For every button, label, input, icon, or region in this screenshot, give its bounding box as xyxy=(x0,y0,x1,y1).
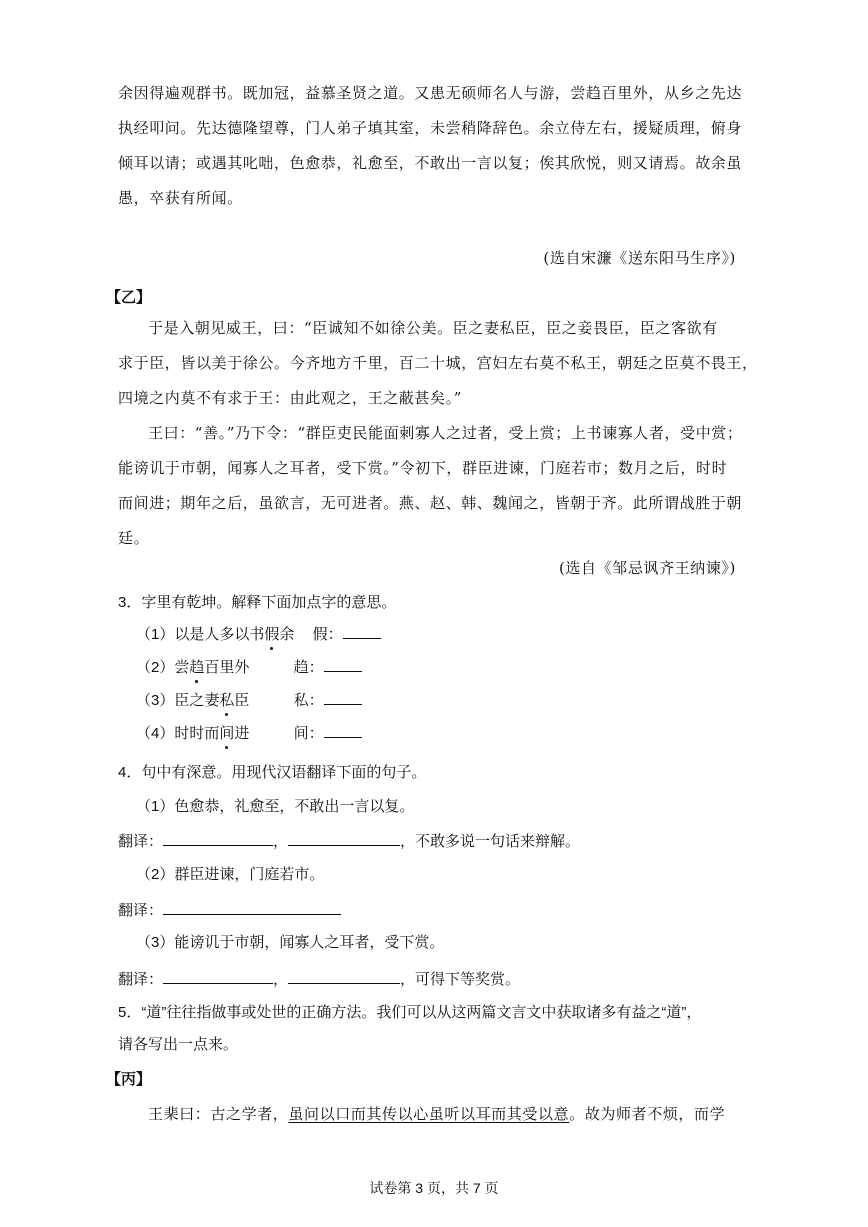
page-footer: 试卷第 3 页，共 7 页 xyxy=(369,1180,499,1196)
passage-bing-line-1: 王棐曰：古之学者，虽问以口而其传以心虽听以耳而其受以意。故为师者不烦，而学 xyxy=(148,1105,726,1123)
underlined-sentence: 虽问以口而其传以心虽听以耳而其受以意 xyxy=(288,1105,570,1123)
passage-jia-source: (选自宋濂《送东阳马生序》) xyxy=(543,249,736,267)
dotted-char: 假 xyxy=(264,626,280,643)
answer-blank[interactable] xyxy=(324,689,362,705)
q4-sentence-2: （2）群臣进谏，门庭若市。 xyxy=(136,866,325,883)
answer-blank[interactable] xyxy=(324,722,362,738)
q4-sentence-3: （3）能谤讥于市朝，闻寡人之耳者，受下赏。 xyxy=(136,934,445,951)
answer-blank[interactable] xyxy=(163,968,273,984)
q5-line-2: 请各写出一点来。 xyxy=(118,1036,239,1053)
q4-translation-2: 翻译： xyxy=(118,899,341,921)
q4-sentence-1: （1）色愈恭，礼愈至，不敢出一言以复。 xyxy=(136,798,415,815)
answer-blank[interactable] xyxy=(288,830,400,846)
passage-yi-line-3: 四境之内莫不有求于王：由此观之，王之蔽甚矣。” xyxy=(118,389,462,407)
passage-yi-line-6: 而间进；期年之后，虽欲言，无可进者。燕、赵、韩、魏闻之，皆朝于齐。此所谓战胜于朝 xyxy=(118,494,743,512)
q5-line-1: 5．“道”往往指做事或处世的正确方法。我们可以从这两篇文言文中获取诸多有益之“道”， xyxy=(118,1004,702,1021)
passage-yi-source: (选自《邹忌讽齐王纳谏》) xyxy=(558,559,736,577)
passage-bing-heading: 【丙】 xyxy=(106,1071,152,1088)
passage-jia-line-4: 愚，卒获有所闻。 xyxy=(118,189,243,207)
q3-item-1: （1）以是人多以书假余 假： xyxy=(136,623,381,645)
dotted-char: 趋 xyxy=(189,659,205,676)
answer-blank[interactable] xyxy=(288,968,400,984)
q3-item-2: （2）尝趋百里外 趋： xyxy=(136,656,362,678)
passage-jia-line-1: 余因得遍观群书。既加冠，益慕圣贤之道。又患无硕师名人与游，尝趋百里外，从乡之先达 xyxy=(118,84,743,102)
passage-yi-line-1: 于是入朝见威王，曰：“臣诚知不如徐公美。臣之妻私臣，臣之妾畏臣，臣之客欲有 xyxy=(148,319,718,337)
answer-blank[interactable] xyxy=(163,830,273,846)
dotted-char: 间 xyxy=(219,725,235,742)
passage-yi-line-4: 王曰：“善。”乃下令：“群臣吏民能面刺寡人之过者，受上赏；上书谏寡人者，受中赏； xyxy=(148,424,743,442)
q4-translation-3: 翻译： ， ，可得下等奖赏。 xyxy=(118,968,520,990)
dotted-char: 私 xyxy=(219,692,235,709)
passage-yi-line-2: 求于臣，皆以美于徐公。今齐地方千里，百二十城，宫妇左右莫不私王，朝廷之臣莫不畏王， xyxy=(118,354,758,372)
q4-stem: 4．句中有深意。用现代汉语翻译下面的句子。 xyxy=(118,764,427,781)
q3-item-4: （4）时时而间进 间： xyxy=(136,722,362,744)
passage-jia-line-2: 执经叩问。先达德隆望尊，门人弟子填其室，未尝稍降辞色。余立侍左右，援疑质理，俯身 xyxy=(118,119,743,137)
answer-blank[interactable] xyxy=(343,623,381,639)
q3-item-3: （3）臣之妻私臣 私： xyxy=(136,689,362,711)
passage-yi-heading: 【乙】 xyxy=(106,289,152,306)
answer-blank[interactable] xyxy=(163,899,341,915)
q3-stem: 3．字里有乾坤。解释下面加点字的意思。 xyxy=(118,594,397,611)
passage-yi-line-7: 廷。 xyxy=(118,529,150,547)
passage-jia-line-3: 倾耳以请；或遇其叱咄，色愈恭，礼愈至，不敢出一言以复；俟其欣悦，则又请焉。故余虽 xyxy=(118,154,743,172)
answer-blank[interactable] xyxy=(324,656,362,672)
q4-translation-1: 翻译： ， ，不敢多说一句话来辩解。 xyxy=(118,830,580,852)
passage-yi-line-5: 能谤讥于市朝，闻寡人之耳者，受下赏。”令初下，群臣进谏，门庭若市；数月之后，时时 xyxy=(118,459,728,477)
